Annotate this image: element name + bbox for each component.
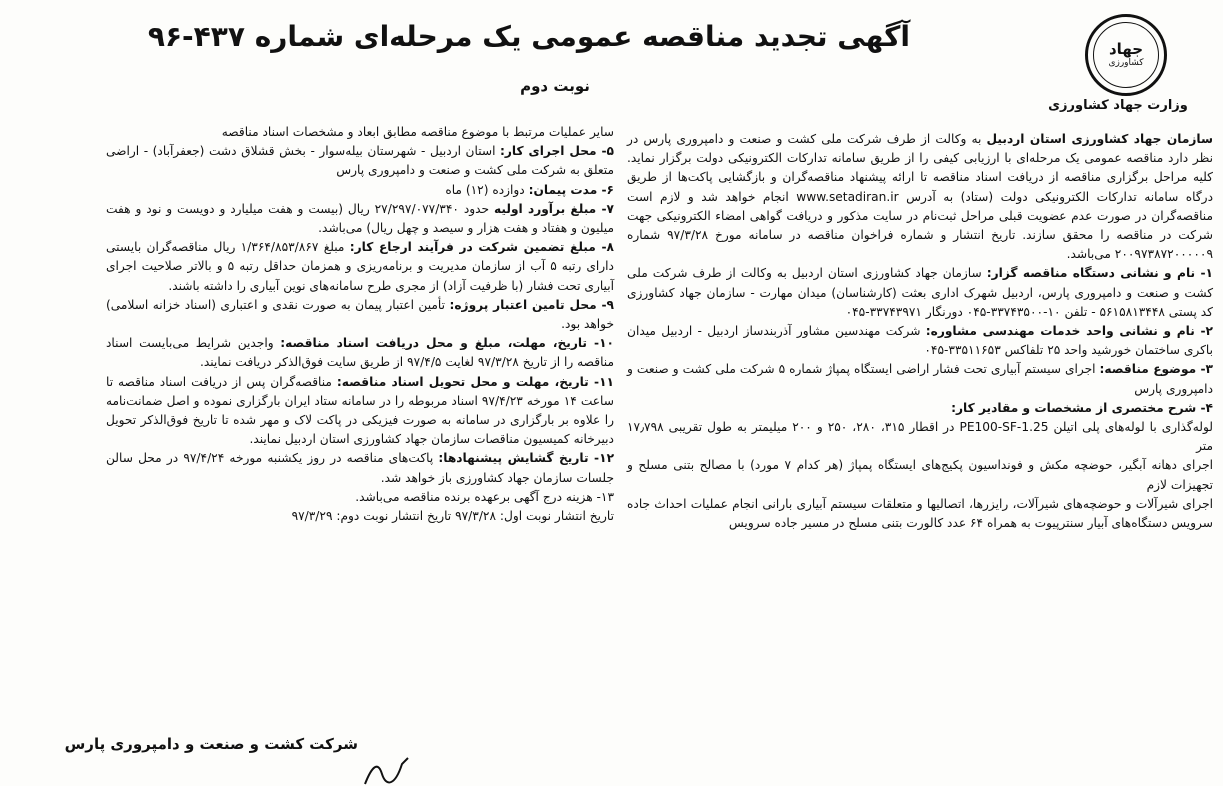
item-13: ۱۳- هزینه درج آگهی برعهده برنده مناقصه می‌باشد. [355,489,614,504]
item-10-text: واجدین شرایط می‌بایست اسناد مناقصه را از تاریخ ۹۷/۳/۲۸ لغایت ۹۷/۴/۵ از طریق سایت فوق‌الذکر دریافت نمایند. [106,336,614,370]
item-9-text: تأمین اعتبار پیمان به صورت نقدی و اعتباری (اسناد خزانه اسلامی) خواهد بود. [106,297,614,332]
item-4 [627,399,1213,418]
logo-text-keshavarzi: کشاورزی [1108,58,1144,68]
item-8 [106,238,614,296]
intro-paragraph [627,130,1213,264]
ministry-name: وزارت جهاد کشاورزی [1048,98,1188,113]
item-12-heading: ۱۲- تاریخ گشایش پیشنهادها: [438,451,615,466]
item-7-heading: ۷- مبلغ برآورد اولیه [494,201,614,216]
intro-org-name: سازمان جهاد کشاورزی استان اردبیل [986,132,1213,146]
item-9-heading: ۹- محل تامین اعتبار پروژه: [449,297,614,312]
notice-title: آگهی تجدید مناقصه عمومی یک مرحله‌ای شماره ۴۳۷-۹۶ [147,20,910,53]
item-1-text: سازمان جهاد کشاورزی استان اردبیل به وکالت از طرف شرکت ملی کشت و صنعت و دامپروری پارس، اردبیل شهرک اداری بعثت (کارشناسان) میدان مهارت - سازمان جهاد کشاورزی کد پستی ۵۶۱۵۸۱۳۴۴۸ - تلفن ۱۰-۳۳۷۴۳۵۰۰-۰۴۵ دورنگار ۳۳۷۴۳۹۷۱-۰۴۵ [627,266,1213,319]
item-4-heading: ۴- شرح مختصری از مشخصات و مقادیر کار: [951,400,1213,415]
item-2-heading: ۲- نام و نشانی واحد خدمات مهندسی مشاوره: [925,324,1213,339]
item-11-heading: ۱۱- تاریخ، مهلت و محل تحویل اسناد مناقصه: [336,374,614,389]
item-4-pump-station: اجرای دهانه آبگیر، حوضچه مکش و فونداسیون پکیج‌های ایستگاه پمپاژ (هر کدام ۷ مورد) با مصالح بتنی مسلح و تجهیزات لازم [627,458,1213,492]
company-signature-name: شرکت کشت و صنعت و دامپروری پارس [64,735,358,753]
notice-round: نوبت دوم [520,77,590,95]
item-12 [106,449,614,487]
item-12-text: پاکت‌های مناقصه در روز یکشنبه مورخه ۹۷/۴/۲۴ در محل سالن جلسات سازمان جهاد کشاورزی باز خواهد شد. [106,451,614,485]
item-1-heading: ۱- نام و نشانی دستگاه مناقصه گزار: [986,266,1213,281]
handwritten-signature-mark [360,756,420,786]
item-11 [106,373,614,450]
item-10 [106,334,614,372]
item-4-valves: اجرای شیرآلات و حوضچه‌های شیرآلات، رایزرها، اتصالیها و متعلقات سیستم آبیاری بارانی انجام عملیات احداث جاده سرویس دستگاه‌های آبیار سنترپیوت به همراه ۶۴ عدد کالورت بتنی مسلح در مسیر جاده سرویس [627,496,1213,531]
item-5-heading: ۵- محل اجرای کار: [500,144,614,159]
item-1 [627,264,1213,322]
logo-text-jahad: جهاد [1108,40,1144,58]
item-6-heading: ۶- مدت پیمان: [528,182,614,197]
item-7 [106,200,614,238]
item-6-text: دوازده (۱۲) ماه [445,182,529,197]
item-3-text: اجرای سیستم آبیاری تحت فشار اراضی ایستگاه پمپاژ شماره ۵ شرکت ملی کشت و صنعت و دامپروری پارس [627,362,1213,396]
item-2 [627,322,1213,360]
item-7-text: حدود ۲۷/۲۹۷/۰۷۷/۳۴۰ ریال (بیست و هفت میلیارد و دویست و نود و هفت میلیون و هفتاد و هفت هزار و سیصد و چهل ریال) می‌باشد. [106,201,614,236]
item-5-text: استان اردبیل - شهرستان بیله‌سوار - بخش قشلاق دشت (جعفرآباد) - اراضی متعلق به شرکت ملی کشت و صنعت و دامپروری پارس [106,144,614,178]
right-column [627,130,1213,533]
left-column [106,123,614,526]
item-10-heading: ۱۰- تاریخ، مهلت، مبلغ و محل دریافت اسناد مناقصه: [280,336,614,351]
item-11-text: مناقصه‌گران پس از دریافت اسناد مناقصه تا ساعت ۱۴ مورخه ۹۷/۴/۲۳ اسناد مربوطه را در سامانه ستاد ایران بارگزاری نموده و اصل ضمانت‌نامه را علاوه بر بارگزاری در سامانه به صورت فیزیکی در پاکت لاک و مهر شده تا تاریخ فوق‌الذکر تحویل دبیرخانه کمیسیون مناقصات سازمان جهاد کشاورزی استان اردبیل نمایند. [106,374,614,447]
item-8-heading: ۸- مبلغ تضمین شرکت در فرآیند ارجاع کار: [349,240,614,255]
item-6 [106,181,614,200]
item-2-text: شرکت مهندسین مشاور آذربندساز اردبیل - اردبیل میدان باکری ساختمان خورشید واحد ۲۵ تلفاکس ۳۳۵۱۱۶۵۳-۰۴۵ [627,324,1213,358]
logo-inner-ring [1093,22,1159,88]
item-3 [627,360,1213,398]
item-4-continuation: سایر عملیات مرتبط با موضوع مناقصه مطابق ابعاد و مشخصات اسناد مناقصه [221,125,614,139]
publication-dates: تاریخ انتشار نوبت اول: ۹۷/۳/۲۸ تاریخ انتشار نوبت دوم: ۹۷/۳/۲۹ [291,509,614,524]
item-5 [106,142,614,180]
item-8-text: مبلغ ۱/۳۶۴/۸۵۳/۸۶۷ ریال مناقصه‌گران بایستی دارای رتبه ۵ آب از سازمان مدیریت و برنامه‌ریزی و همزمان حداقل رتبه ۵ و بالاتر صلاحیت اجرای آبیاری تحت فشار (با ظرفیت آزاد) از مجری طرح سامانه‌های نوین آبیاری را داشته باشند. [106,240,614,293]
intro-text: به وکالت از طرف شرکت ملی کشت و صنعت و دامپروری پارس در نظر دارد مناقصه عمومی یک مرحله‌ای با ارزیابی کیفی را از طریق سامانه تدارکات الکترونیکی دولت برگزار نماید. کلیه مراحل برگزاری مناقصه از دریافت اسناد مناقصه تا ارائه پیشنهاد مناقصه‌گران و بازگشایی پاکت‌ها از طریق درگاه سامانه تدارکات الکترونیکی دولت (ستاد) به آدرس www.setadiran.ir انجام خواهد شد و لازم است مناقصه‌گران در صورت عدم عضویت قبلی مراحل ثبت‌نام در سایت مذکور و دریافت گواهی امضاء الکترونیکی جهت شرکت در مناقصه را محقق سازند. تاریخ انتشار و شماره فراخوان مناقصه در سامانه مورخ ۹۷/۳/۲۸ شماره ۲۰۰۹۷۳۸۷۲۰۰۰۰۰۹ می‌باشد. [627,132,1213,262]
jahad-keshavarzi-logo [1085,14,1167,96]
item-9 [106,296,614,334]
item-3-heading: ۳- موضوع مناقصه: [1099,362,1213,377]
item-4-piping: لوله‌گذاری با لوله‌های پلی اتیلن PE100-SF-1.25 در اقطار ۳۱۵، ۲۸۰، ۲۵۰ و ۲۰۰ میلیمتر به طول تقریبی ۱۷٫۷۹۸ متر [627,420,1213,454]
